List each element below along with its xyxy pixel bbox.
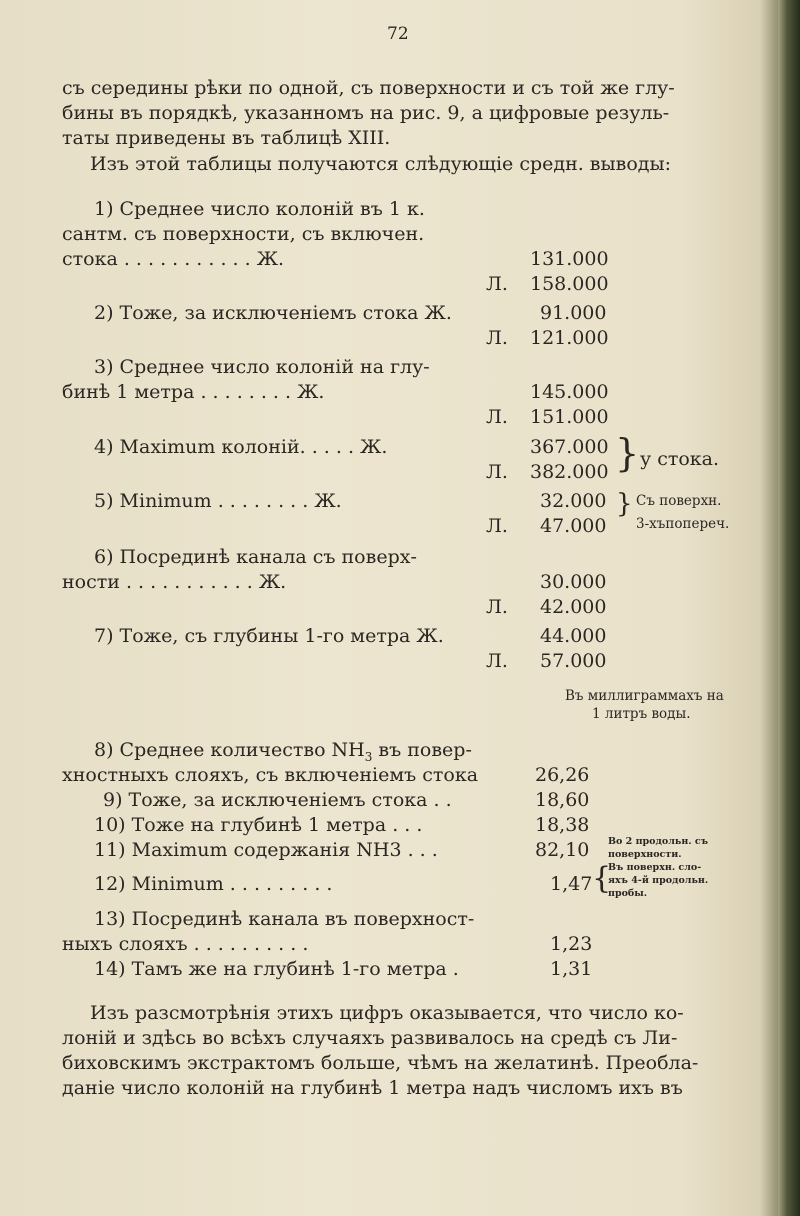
item-value: 42.000: [540, 596, 607, 618]
units-caption: Въ миллиграммахъ на: [565, 688, 724, 704]
item-label: Л.: [486, 596, 508, 618]
item-value: 121.000: [530, 327, 609, 349]
nh3-item-value: 18,38: [535, 814, 590, 836]
outro-line: биховскимъ экстрактомъ больше, чѣмъ на желатинѣ. Преобла-: [62, 1052, 699, 1074]
nh3-item-value: 1,47: [550, 873, 593, 895]
item-label: бинѣ 1 метра . . . . . . . . Ж.: [62, 381, 325, 403]
item-label: Л.: [486, 650, 508, 672]
item-label: Л.: [486, 327, 508, 349]
item-value: 44.000: [540, 625, 607, 647]
nh3-item-label: хностныхъ слояхъ, съ включеніемъ стока: [62, 764, 479, 786]
item-label: Л.: [486, 406, 508, 428]
item-label: 3) Среднее число колоній на глу-: [94, 356, 430, 378]
nh3-subscript: 3: [364, 749, 373, 764]
intro-line: съ середины рѣки по одной, съ поверхности и съ той же глу-: [62, 77, 675, 99]
item-label: 4) Maximum колоній. . . . . Ж.: [94, 436, 388, 458]
nh3-item-label: 10) Тоже на глубинѣ 1 метра . . .: [94, 814, 423, 836]
nh3-item-label: 12) Minimum . . . . . . . . .: [94, 873, 333, 895]
item-value: 131.000: [530, 248, 609, 270]
nh3-item-value: 18,60: [535, 789, 590, 811]
nh3-side-note: яхъ 4-й продольн.: [608, 875, 709, 886]
item-value: 91.000: [540, 302, 607, 324]
outro-line: лоній и здѣсь во всѣхъ случаяхъ развивалось на средѣ съ Ли-: [62, 1027, 678, 1049]
side-note: у стока.: [640, 448, 720, 470]
nh3-item-label: ныхъ слояхъ . . . . . . . . . .: [62, 933, 309, 955]
page-number: 72: [387, 24, 409, 44]
nh3-side-note: поверхности.: [608, 849, 682, 860]
intro-line: таты приведены въ таблицѣ XIII.: [62, 127, 391, 149]
item-value: 151.000: [530, 406, 609, 428]
nh3-item-value: 1,31: [550, 958, 593, 980]
outro-line: Изъ разсмотрѣнія этихъ цифръ оказывается, что число ко-: [90, 1002, 684, 1024]
item-label: 2) Тоже, за исключеніемъ стока Ж.: [94, 302, 452, 324]
item-value: 367.000: [530, 436, 609, 458]
nh3-side-note: Во 2 продольн. съ: [608, 836, 708, 847]
item-label: Л.: [486, 273, 508, 295]
nh3-label-part: въ повер-: [372, 739, 472, 761]
nh3-side-note: Въ поверхн. сло-: [608, 862, 702, 873]
outro-line: даніе число колоній на глубинѣ 1 метра надъ числомъ ихъ въ: [62, 1077, 683, 1099]
item-label: стока . . . . . . . . . . . Ж.: [62, 248, 285, 270]
nh3-item-value: 26,26: [535, 764, 590, 786]
nh3-item-label: 14) Тамъ же на глубинѣ 1-го метра .: [94, 958, 459, 980]
nh3-item-label: 9) Тоже, за исключеніемъ стока . .: [103, 789, 452, 811]
item-value: 47.000: [540, 515, 607, 537]
brace-icon: }: [592, 861, 612, 896]
side-note: 3-хъпопереч.: [636, 516, 730, 532]
item-label: ности . . . . . . . . . . . Ж.: [62, 571, 287, 593]
item-value: 158.000: [530, 273, 609, 295]
item-label: Л.: [486, 515, 508, 537]
brace-icon: }: [616, 489, 633, 519]
item-value: 32.000: [540, 490, 607, 512]
intro-line: бины въ порядкѣ, указанномъ на рис. 9, а цифровые резуль-: [62, 102, 670, 124]
nh3-item-label: 11) Maximum содержанія NH3 . . .: [94, 839, 438, 861]
intro-line: Изъ этой таблицы получаются слѣдующіе средн. выводы:: [90, 153, 671, 175]
item-label: 5) Minimum . . . . . . . . Ж.: [94, 490, 342, 512]
item-label: сантм. съ поверхности, съ включен.: [62, 223, 425, 245]
nh3-label-part: 8) Среднее количество NH: [94, 739, 365, 761]
nh3-item-value: 82,10: [535, 839, 590, 861]
units-caption: 1 литръ воды.: [592, 706, 691, 722]
item-value: 30.000: [540, 571, 607, 593]
side-note: Съ поверхн.: [636, 493, 722, 509]
nh3-item-value: 1,23: [550, 933, 593, 955]
item-label: 6) Посрединѣ канала съ поверх-: [94, 546, 417, 568]
item-value: 382.000: [530, 461, 609, 483]
item-value: 145.000: [530, 381, 609, 403]
item-value: 57.000: [540, 650, 607, 672]
page-edge: [778, 0, 800, 1216]
item-label: Л.: [486, 461, 508, 483]
brace-icon: }: [615, 431, 640, 475]
nh3-item-label: 13) Посрединѣ канала въ поверхност-: [94, 908, 475, 930]
item-label: 7) Тоже, съ глубины 1-го метра Ж.: [94, 625, 444, 647]
nh3-side-note: пробы.: [608, 888, 648, 899]
item-label: 1) Среднее число колоній въ 1 к.: [94, 198, 425, 220]
